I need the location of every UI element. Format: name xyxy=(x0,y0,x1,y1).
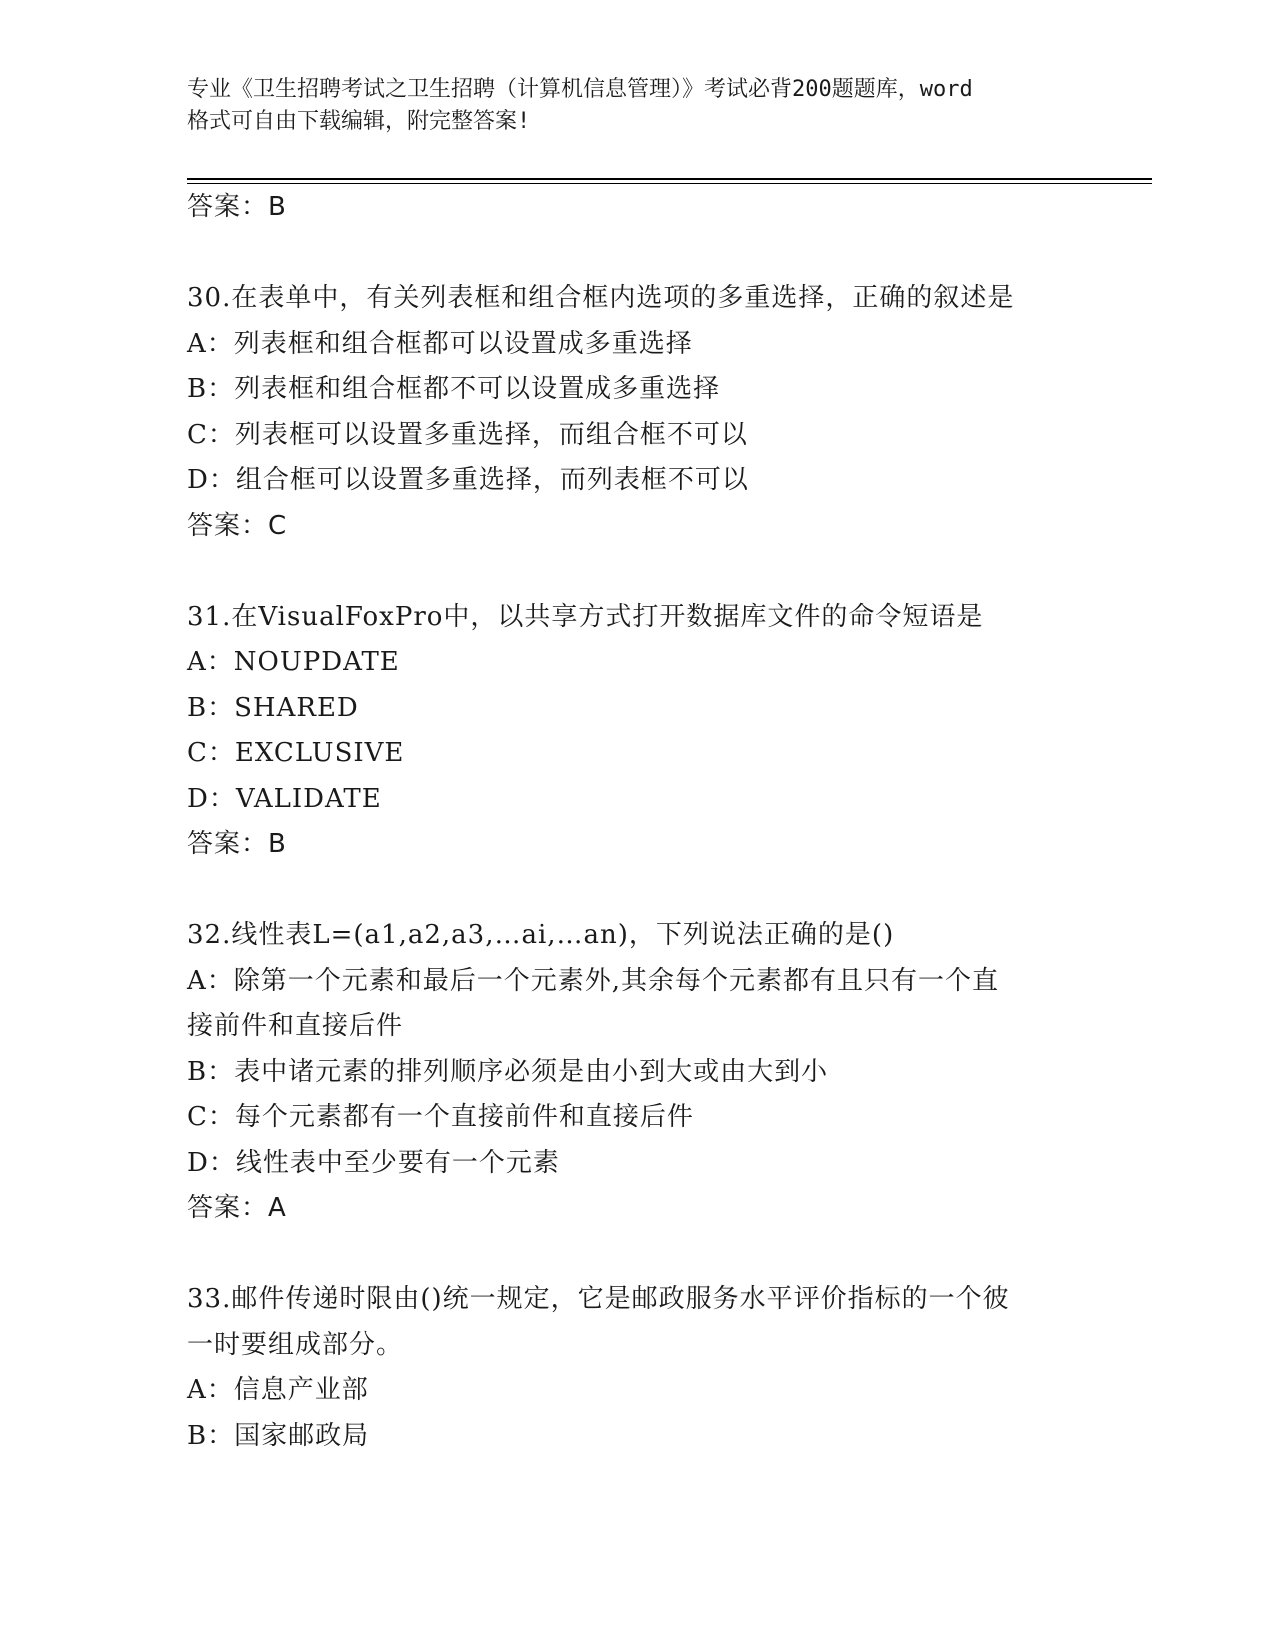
question-31-option-a: A：NOUPDATE xyxy=(187,647,400,677)
question-30 xyxy=(187,276,1087,549)
document-header xyxy=(187,74,1087,138)
question-30-option-c: C：列表框可以设置多重选择，而组合框不可以 xyxy=(187,419,748,450)
answer-30: 答案：C xyxy=(187,510,288,541)
answer-31: 答案：B xyxy=(187,829,287,859)
question-31 xyxy=(187,595,1087,868)
question-30-option-b: B：列表框和组合框都不可以设置成多重选择 xyxy=(187,374,721,404)
answer-29: 答案：B xyxy=(187,192,287,222)
question-32 xyxy=(187,913,1087,1232)
question-list xyxy=(187,185,1087,1459)
question-32-option-b: B：表中诸元素的排列顺序必须是由小到大或由大到小 xyxy=(187,1056,829,1087)
header-line-1: 专业《卫生招聘考试之卫生招聘（计算机信息管理）》考试必背200题题库，word xyxy=(187,77,973,102)
question-31-stem: 31.在VisualFoxPro中，以共享方式打开数据库文件的命令短语是 xyxy=(187,601,984,632)
question-30-option-a: A：列表框和组合框都可以设置成多重选择 xyxy=(187,328,693,359)
question-33 xyxy=(187,1277,1087,1459)
answer-32: 答案：A xyxy=(187,1193,287,1223)
question-33-option-a: A：信息产业部 xyxy=(187,1375,369,1405)
question-30-stem: 30.在表单中，有关列表框和组合框内选项的多重选择，正确的叙述是 xyxy=(187,283,1015,313)
header-line-2: 格式可自由下载编辑，附完整答案! xyxy=(187,109,531,134)
question-33-stem-cont: 一时要组成部分。 xyxy=(187,1329,404,1360)
question-33-stem: 33.邮件传递时限由()统一规定，它是邮政服务水平评价指标的一个彼 xyxy=(187,1284,1010,1314)
question-31-option-d: D：VALIDATE xyxy=(187,783,382,814)
question-31-option-c: C：EXCLUSIVE xyxy=(187,738,405,768)
question-32-option-d: D：线性表中至少要有一个元素 xyxy=(187,1147,560,1178)
question-32-option-a-cont: 接前件和直接后件 xyxy=(187,1011,404,1041)
header-rule-thick xyxy=(187,178,1152,180)
header-rule-thin xyxy=(187,183,1152,184)
question-33-option-b: B：国家邮政局 xyxy=(187,1420,370,1451)
question-30-option-d: D：组合框可以设置多重选择，而列表框不可以 xyxy=(187,465,749,495)
question-32-option-a: A：除第一个元素和最后一个元素外,其余每个元素都有且只有一个直 xyxy=(187,965,1000,996)
question-31-option-b: B：SHARED xyxy=(187,692,359,723)
question-32-stem: 32.线性表L=(a1,a2,a3,…ai,…an)，下列说法正确的是() xyxy=(187,920,895,950)
question-32-option-c: C：每个元素都有一个直接前件和直接后件 xyxy=(187,1102,694,1132)
